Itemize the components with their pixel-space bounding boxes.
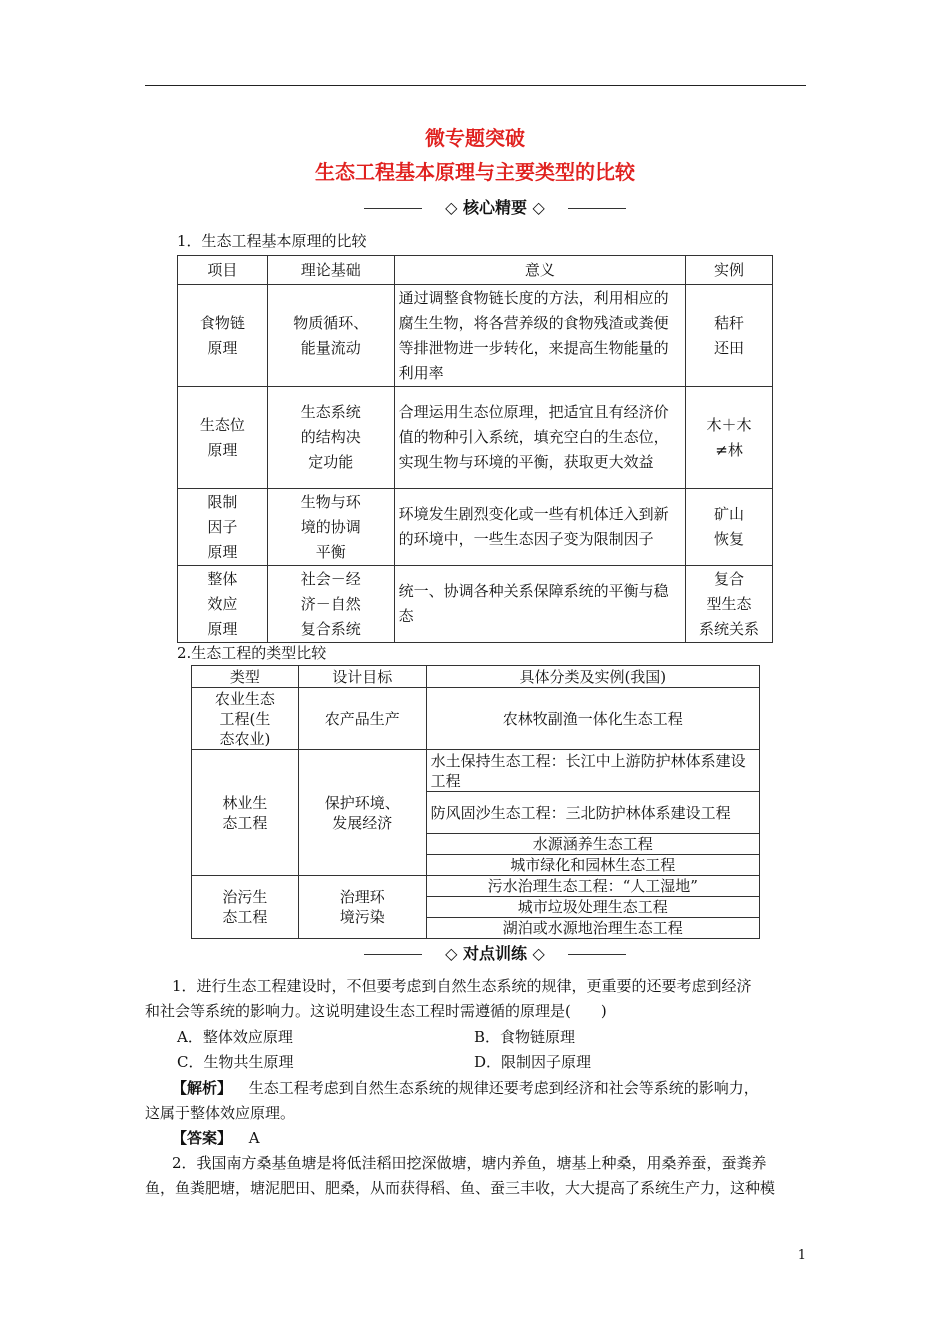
- section-core-header: [364, 197, 626, 219]
- table-cell: 水土保持生态工程：长江中上游防护林体系建设工程: [426, 750, 759, 792]
- table-cell: 水源涵养生态工程: [426, 834, 759, 855]
- table-cell: 限制 因子 原理: [178, 489, 268, 566]
- table-cell: 湖泊或水源地治理生态工程: [426, 918, 759, 939]
- option-c: C．生物共生原理: [177, 1053, 294, 1071]
- section-practice-label: ◇ 对点训练 ◇: [445, 944, 545, 963]
- table-row: [178, 387, 773, 489]
- table-cell: 防风固沙生态工程：三北防护林体系建设工程: [426, 792, 759, 834]
- table-cell: 生态位 原理: [178, 387, 268, 489]
- table-cell: 治污生 态工程: [192, 876, 299, 939]
- table-cell: 污水治理生态工程：“人工湿地”: [426, 876, 759, 897]
- table-row: [192, 750, 760, 792]
- header-cell: 理论基础: [267, 256, 394, 285]
- table-cell: 木＋木 ≠林: [686, 387, 773, 489]
- table-cell: 林业生 态工程: [192, 750, 299, 876]
- table-cell: 整体 效应 原理: [178, 566, 268, 643]
- analysis-line2: 这属于整体效应原理。: [145, 1104, 296, 1122]
- table2-caption: 2.生态工程的类型比较: [177, 644, 327, 662]
- page-number: 1: [797, 1248, 806, 1263]
- table1-caption: 1．生态工程基本原理的比较: [177, 232, 367, 250]
- table-cell: 复合 型生态 系统关系: [686, 566, 773, 643]
- header-cell: 意义: [394, 256, 685, 285]
- option-a: A．整体效应原理: [177, 1028, 293, 1046]
- question2-line1: 2．我国南方桑基鱼塘是将低洼稻田挖深做塘，塘内养鱼，塘基上种桑，用桑养蚕，蚕粪养: [172, 1154, 767, 1172]
- header-cell: 类型: [192, 666, 299, 688]
- table-cell: 保护环境、 发展经济: [298, 750, 426, 876]
- divider-right: [568, 208, 626, 209]
- types-table: [191, 665, 760, 939]
- option-d: D．限制因子原理: [474, 1053, 592, 1071]
- table-cell: 合理运用生态位原理，把适宜且有经济价值的物种引入系统，填充空白的生态位，实现生物与环境的平衡，获取更大效益: [394, 387, 685, 489]
- question1-line2: 和社会等系统的影响力。这说明建设生态工程时需遵循的原理是( ): [145, 1002, 607, 1020]
- section-practice-header: [364, 943, 626, 965]
- table-cell: 秸秆 还田: [686, 285, 773, 387]
- table-header-row: [192, 666, 760, 688]
- table-header-row: [178, 256, 773, 285]
- principles-table: [177, 255, 773, 643]
- table-cell: 城市绿化和园林生态工程: [426, 855, 759, 876]
- answer-line: [172, 1126, 260, 1150]
- table-cell: 生态系统 的结构决 定功能: [267, 387, 394, 489]
- table-cell: 农产品生产: [298, 688, 426, 750]
- analysis-label: 【解析】: [172, 1079, 233, 1097]
- table-cell: 矿山 恢复: [686, 489, 773, 566]
- table-cell: 环境发生剧烈变化或一些有机体迁入到新的环境中，一些生态因子变为限制因子: [394, 489, 685, 566]
- analysis-line1: [172, 1076, 759, 1100]
- table-cell: 生物与环 境的协调 平衡: [267, 489, 394, 566]
- table-cell: 农业生态 工程(生 态农业): [192, 688, 299, 750]
- answer-value: A: [248, 1129, 260, 1147]
- header-cell: 项目: [178, 256, 268, 285]
- table-row: [178, 566, 773, 643]
- table-cell: 统一、协调各种关系保障系统的平衡与稳态: [394, 566, 685, 643]
- question2-line2: 鱼，鱼粪肥塘，塘泥肥田、肥桑，从而获得稻、鱼、蚕三丰收，大大提高了系统生产力，这种模: [145, 1179, 776, 1197]
- table-cell: 城市垃圾处理生态工程: [426, 897, 759, 918]
- section-core-label: ◇ 核心精要 ◇: [445, 198, 545, 217]
- table-row: [178, 489, 773, 566]
- table-cell: 农林牧副渔一体化生态工程: [426, 688, 759, 750]
- header-cell: 实例: [686, 256, 773, 285]
- header-cell: 设计目标: [298, 666, 426, 688]
- table-cell: 治理环 境污染: [298, 876, 426, 939]
- divider-right: [568, 954, 626, 955]
- table-cell: 社会－经 济－自然 复合系统: [267, 566, 394, 643]
- header-cell: 具体分类及实例(我国): [426, 666, 759, 688]
- answer-label: 【答案】: [172, 1129, 233, 1147]
- analysis-text: 生态工程考虑到自然生态系统的规律还要考虑到经济和社会等系统的影响力，: [248, 1079, 759, 1097]
- table-cell: 通过调整食物链长度的方法，利用相应的腐生生物，将各营养级的食物残渣或粪便等排泄物进一步转化，来提高生物能量的利用率: [394, 285, 685, 387]
- table-cell: 物质循环、 能量流动: [267, 285, 394, 387]
- table-row: [178, 285, 773, 387]
- table-row: [192, 688, 760, 750]
- table-cell: 食物链 原理: [178, 285, 268, 387]
- option-b: B．食物链原理: [474, 1028, 576, 1046]
- question1-line1: 1．进行生态工程建设时，不但要考虑到自然生态系统的规律，更重要的还要考虑到经济: [172, 977, 752, 995]
- header-rule: [145, 85, 806, 86]
- page-subtitle: 微专题突破: [425, 126, 525, 150]
- page-title: 生态工程基本原理与主要类型的比较: [315, 160, 635, 184]
- table-row: [192, 876, 760, 897]
